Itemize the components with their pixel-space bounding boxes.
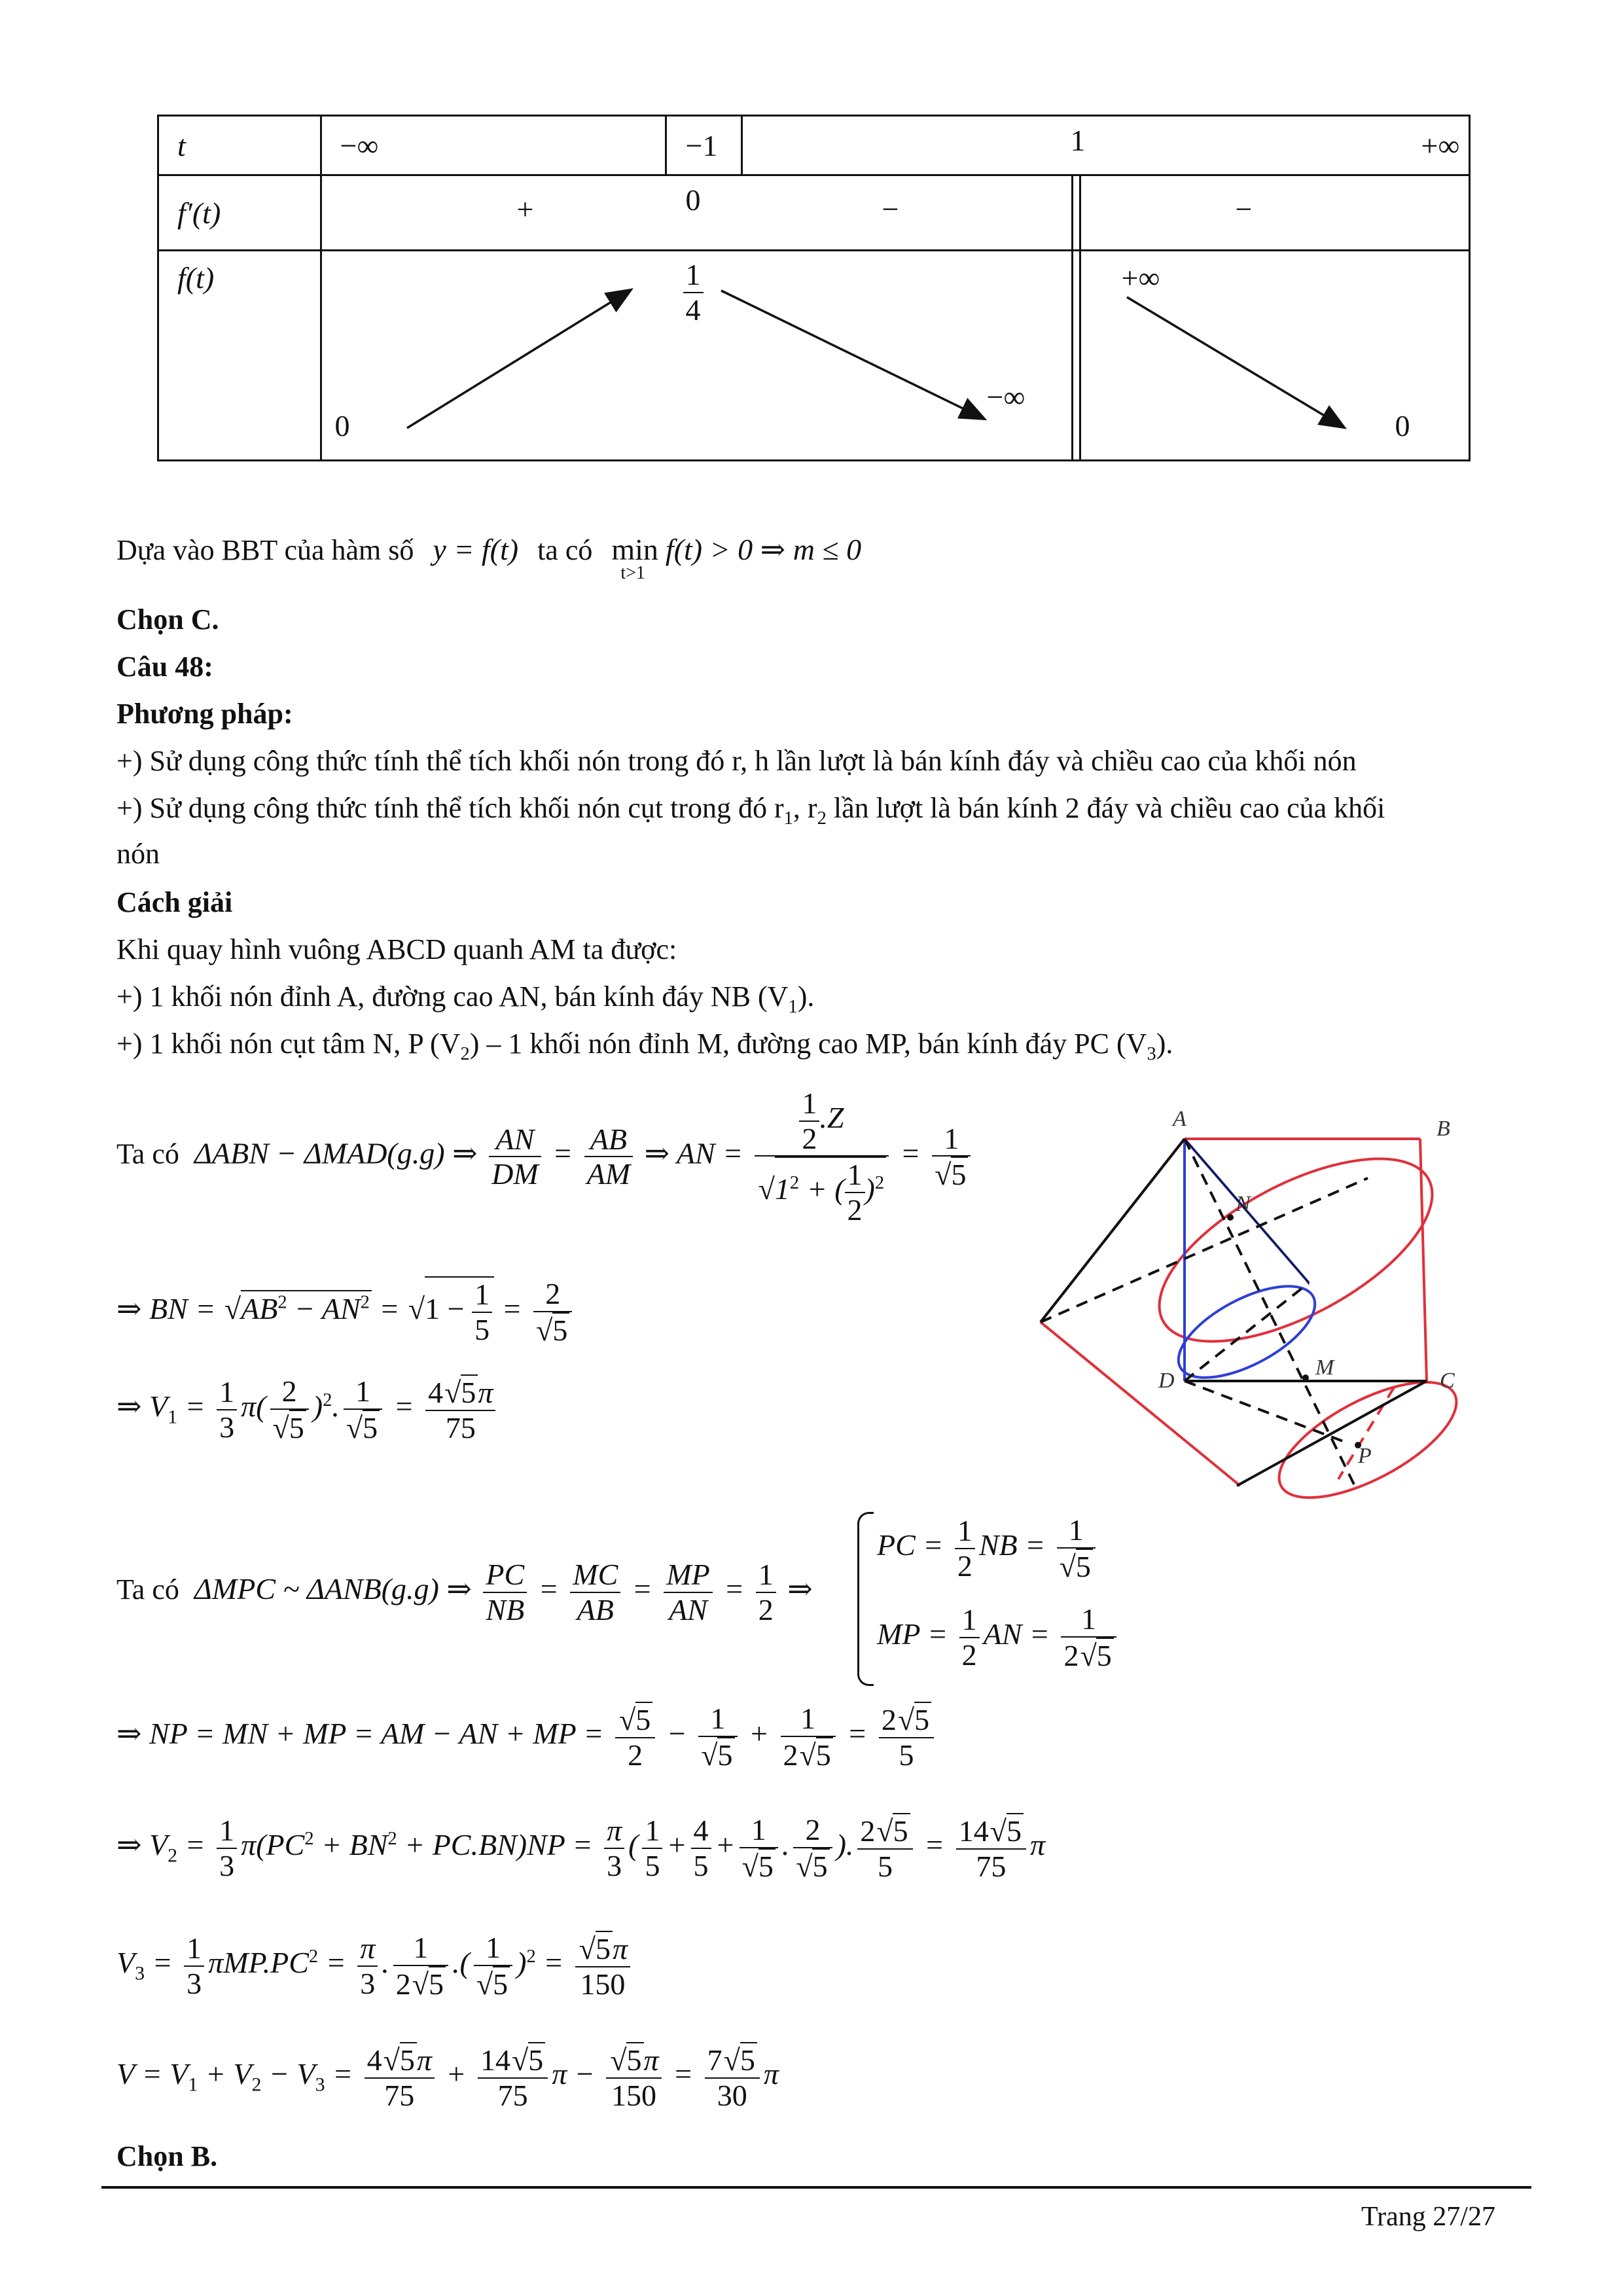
method-line-3: nón	[116, 838, 160, 870]
method-line-1: +) Sử dụng công thức tính thể tích khối nón trong đó r, h lần lượt là bán kính đáy và chiều cao của khối nón	[116, 745, 1357, 777]
f-values-cell: 1 4 0 −∞ +∞ 0	[321, 251, 1469, 461]
equation-an: Ta có ΔABN − ΔMAD(g.g) ⇒ $\frac{AN}{DM}$ = $\frac{AB}{AM}$ ⇒ AN = $\frac{1}{2}$ .Z √ $1^2$ + ( $\frac{1}{2}$ )$^2$ = 1 √ 5	[116, 1086, 974, 1227]
double-bar	[1079, 174, 1081, 249]
label-n: N	[1236, 1192, 1251, 1216]
arrow-up	[407, 291, 630, 428]
footer-divider	[101, 2186, 1531, 2189]
page-number: Trang 27/27	[1361, 2202, 1495, 2232]
equation-v: $V = V_1 + V_2 - V_3$ = $\frac{4√ 5\pi}{75}$ + $\frac{14√ 5}{75}$ π − √ $\frac{5\pi}{150}$ = $\frac{7√ 5}{30}$ π	[116, 2042, 779, 2112]
double-bar	[1071, 174, 1073, 249]
t-minus-one: −1	[685, 129, 718, 162]
divider	[665, 117, 667, 174]
system-brace	[857, 1512, 874, 1686]
system-mp: MP = $\frac{1}{2}$ AN = $\frac{1}{2√ 5}$	[877, 1602, 1120, 1672]
arrow-down	[1127, 297, 1343, 427]
equation-bn: ⇒ BN = √ $AB^2 - AN^2$ = √ 1 − $\frac{1}{5}$ = 2 √ 5	[116, 1276, 576, 1347]
bbt-conclusion: Dựa vào BBT của hàm số y = f(t) ta có min t>1 f(t) > 0 ⇒ m ≤ 0	[116, 533, 862, 583]
label-c: C	[1440, 1369, 1455, 1393]
equation-v3: $V_3$ = $\frac{1}{3}$ $\pi MP.PC^2$ = $\frac{\pi}{3}$ . $\frac{1}{2√ 5}$ .( 1 √ 5 )$^2$ = √ $\frac{5\pi}{150}$	[116, 1931, 634, 2001]
equation-mpc: Ta có ΔMPC ~ ΔANB(g.g) ⇒ $\frac{PC}{NB}$ = $\frac{MC}{AB}$ = $\frac{MP}{AN}$ = $\frac{1}{2}$ ⇒	[116, 1558, 813, 1626]
label-p: P	[1358, 1444, 1372, 1468]
outer-solid	[1041, 1122, 1473, 1505]
table-header-fprime: f′(t)	[158, 175, 321, 251]
solution-heading: Cách giải	[116, 886, 233, 918]
t-values-cell	[321, 116, 1469, 175]
equation-v1: ⇒ $V_1$ = $\frac{1}{3}$ π( 2 √ 5 )$^2$. 1 √ 5 = $\frac{4√ 5\pi}{75}$	[116, 1374, 499, 1444]
question-48: Câu 48:	[116, 651, 213, 683]
equation-np: ⇒ NP = MN + MP = AM − AN + MP = √ $\frac{5}{2}$ − 1 √ 5 + $\frac{1}{2√ 5}$ = $\frac{2√ 5}{5}$	[116, 1702, 938, 1772]
label-d: D	[1158, 1369, 1175, 1393]
label-a: A	[1173, 1107, 1186, 1131]
answer-c: Chọn C.	[116, 603, 219, 636]
t-neg-inf: −∞	[340, 129, 379, 162]
method-heading: Phương pháp:	[116, 698, 293, 730]
geometry-figure	[1027, 1100, 1486, 1505]
t-pos-inf: +∞	[1421, 129, 1460, 162]
solution-line-2: +) 1 khối nón đỉnh A, đường cao AN, bán kính đáy NB $(V_1)$.	[116, 980, 815, 1017]
equation-v2: ⇒ $V_2$ = $\frac{1}{3}$ $\pi(PC^2 + BN^2 + PC.BN)NP$ = $\frac{\pi}{3}$ ( $\frac{1}{5}$ + $\frac{4}{5}$ + 1 √ 5 . 2 √ 5 ). $\frac{2√ 5}{5}$ = $\frac{14√ 5}{75}$ π	[116, 1813, 1045, 1883]
variation-arrows	[322, 251, 1471, 459]
answer-b: Chọn B.	[116, 2140, 218, 2172]
solution-line-3: +) 1 khối nón cụt tâm N, P $(V_2) - 1$ khối nón đỉnh M, đường cao MP, bán kính đáy PC $(V_3)$.	[116, 1028, 1173, 1064]
table-header-t: t	[158, 116, 321, 175]
system-pc: PC = $\frac{1}{2}$ NB = 1 √ 5	[877, 1513, 1099, 1583]
arrow-down	[721, 291, 983, 418]
method-line-2: +) Sử dụng công thức tính thể tích khối nón cụt trong đó $r_1$, $r_2$ lần lượt là bán kính 2 đáy và chiều cao của khối	[116, 792, 1385, 829]
t-one: 1	[1070, 124, 1086, 157]
variation-table	[157, 115, 1471, 461]
label-b: B	[1436, 1117, 1450, 1141]
divider	[741, 117, 743, 174]
label-m: M	[1315, 1355, 1334, 1380]
square-lines	[1041, 1139, 1427, 1486]
solution-line-1: Khi quay hình vuông ABCD quanh AM ta được:	[116, 933, 677, 965]
table-header-f: f(t)	[158, 251, 321, 461]
f-max-fraction: 1 4	[683, 258, 704, 327]
fprime-values-cell: + 0 − −	[321, 175, 1469, 251]
